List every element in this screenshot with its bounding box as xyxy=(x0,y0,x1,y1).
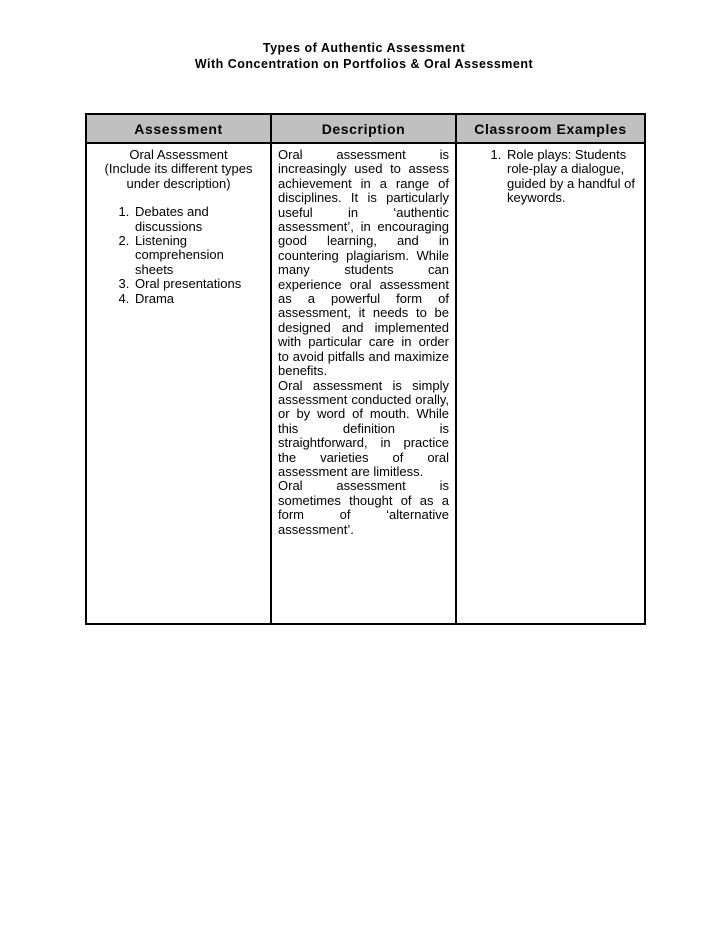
assessment-types-list xyxy=(93,205,264,306)
table-row xyxy=(86,143,645,624)
header-assessment: Assessment xyxy=(86,114,271,143)
list-item: 2. Listening comprehension sheets xyxy=(133,234,264,277)
header-row xyxy=(86,114,645,143)
assessment-name: Oral Assessment xyxy=(129,147,228,162)
list-item: 1. Debates and discussions xyxy=(133,205,264,234)
header-classroom-examples: Classroom Examples xyxy=(456,114,645,143)
document-title xyxy=(0,40,728,72)
list-item: 3. Oral presentations xyxy=(133,277,264,291)
title-line-1: Types of Authentic Assessment xyxy=(262,41,466,55)
title-line-2: With Concentration on Portfolios & Oral Assessment xyxy=(194,57,534,71)
header-description: Description xyxy=(271,114,456,143)
assessment-note-line-1: (Include its different types xyxy=(104,161,253,177)
description-paragraph: Oral assessment is simply assessment conducted orally, or by word of mouth. While this definition is straightforward, in practice the varieties of oral assessment are limitless. xyxy=(278,377,449,479)
description-paragraph: Oral assessment is increasingly used to assess achievement in a range of disciplines. It is particularly useful in ‘authentic assessment’, in encouraging good learning, and in countering plagiarism. While many students can experience oral assessment as a powerful form of assessment, it needs to be designed and implemented with particular care in order to avoid pitfalls and maximize benefits. xyxy=(278,147,449,379)
description-cell xyxy=(271,143,456,624)
classroom-examples-cell xyxy=(456,143,645,624)
description-paragraph: Oral assessment is sometimes thought of as a form of ‘alternative assessment’. xyxy=(278,478,449,537)
list-item: 1. Role plays: Students role-play a dialogue, guided by a handful of keywords. xyxy=(505,148,638,206)
examples-list xyxy=(463,148,638,206)
assessment-note-line-2: under description) xyxy=(126,175,231,191)
assessment-table xyxy=(85,113,646,625)
list-item: 4. Drama xyxy=(133,292,264,306)
assessment-cell xyxy=(86,143,271,624)
